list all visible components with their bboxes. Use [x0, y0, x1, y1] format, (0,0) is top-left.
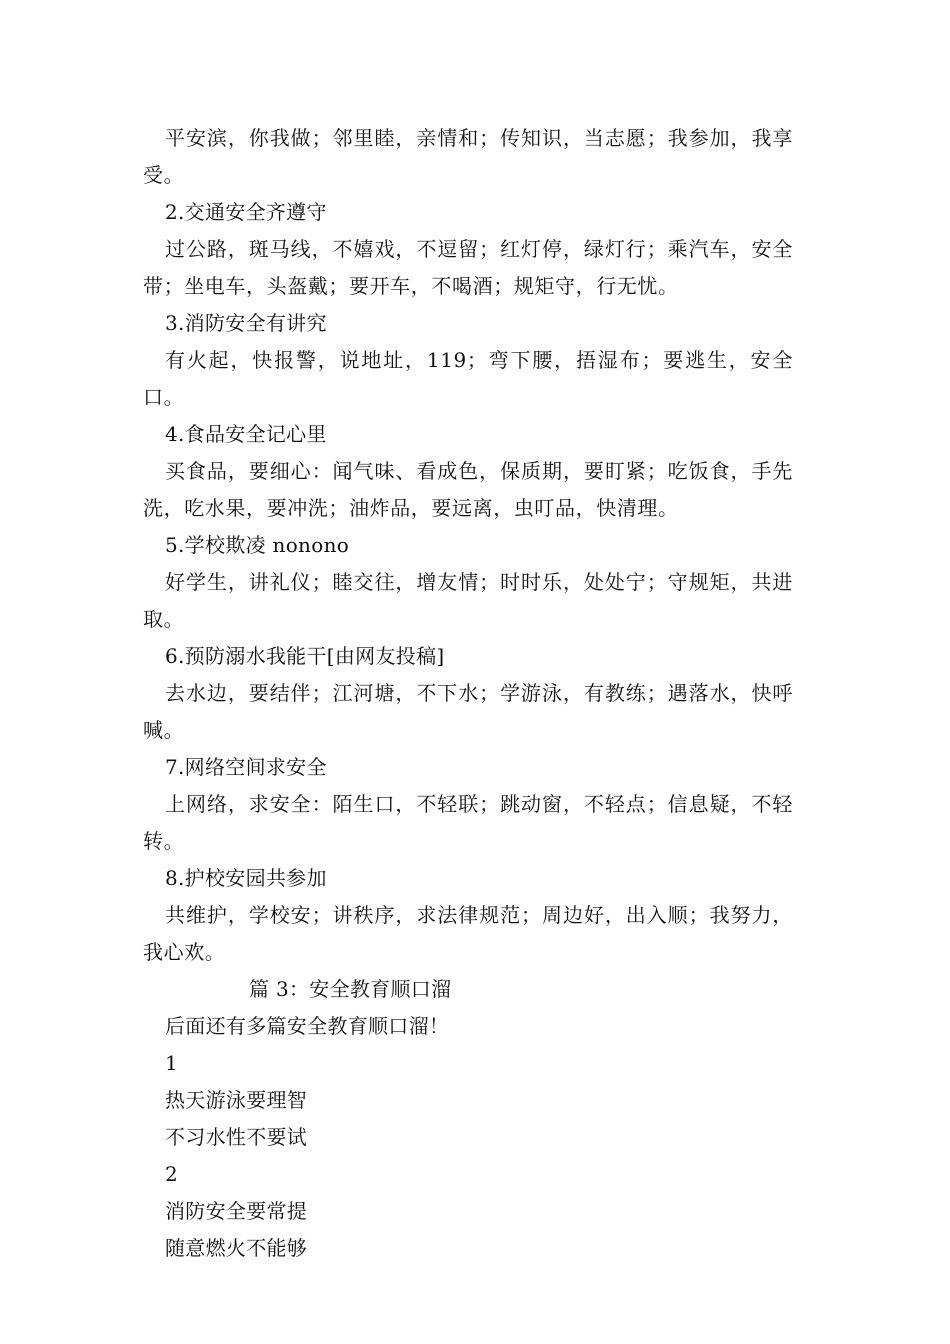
section-heading: 4.食品安全记心里: [165, 422, 327, 446]
paragraph: 有火起，快报警，说地址，119；弯下腰，捂湿布；要逃生，安全口。: [143, 348, 793, 409]
text-line: 热天游泳要理智: [165, 1088, 308, 1112]
section-heading: 2.交通安全齐遵守: [165, 200, 327, 224]
section-heading: 8.护校安园共参加: [165, 866, 327, 890]
paragraph: 买食品，要细心：闻气味、看成色，保质期，要盯紧；吃饭食，手先洗，吃水果，要冲洗；油炸品，要远离，虫叮品，快清理。: [143, 459, 793, 520]
chapter-title: 篇 3：安全教育顺口溜: [249, 977, 452, 1001]
document-body: [143, 120, 793, 1267]
paragraph: 平安滨，你我做；邻里睦，亲情和；传知识，当志愿；我参加，我享受。: [143, 126, 793, 187]
section-heading: 3.消防安全有讲究: [165, 311, 327, 335]
paragraph: 上网络，求安全：陌生口，不轻联；跳动窗，不轻点；信息疑，不轻转。: [143, 792, 793, 853]
section-heading: 7.网络空间求安全: [165, 755, 327, 779]
paragraph: 共维护，学校安；讲秩序，求法律规范；周边好，出入顺；我努力，我心欢。: [143, 903, 793, 964]
item-number: 2: [165, 1162, 179, 1186]
paragraph: 好学生，讲礼仪；睦交往，增友情；时时乐，处处宁；守规矩，共进取。: [143, 570, 793, 631]
paragraph: 去水边，要结伴；江河塘，不下水；学游泳，有教练；遇落水，快呼喊。: [143, 681, 793, 742]
item-number: 1: [165, 1051, 179, 1075]
paragraph: 过公路，斑马线，不嬉戏，不逗留；红灯停，绿灯行；乘汽车，安全带；坐电车，头盔戴；要开车，不喝酒；规矩守，行无忧。: [143, 237, 793, 298]
text-line: 后面还有多篇安全教育顺口溜！: [165, 1014, 450, 1038]
text-line: 随意燃火不能够: [165, 1236, 308, 1260]
text-line: 消防安全要常提: [165, 1199, 308, 1223]
text-line: 不习水性不要试: [165, 1125, 308, 1149]
section-heading: 6.预防溺水我能干[由网友投稿]: [165, 644, 445, 668]
section-heading: 5.学校欺凌 nonono: [165, 533, 350, 557]
